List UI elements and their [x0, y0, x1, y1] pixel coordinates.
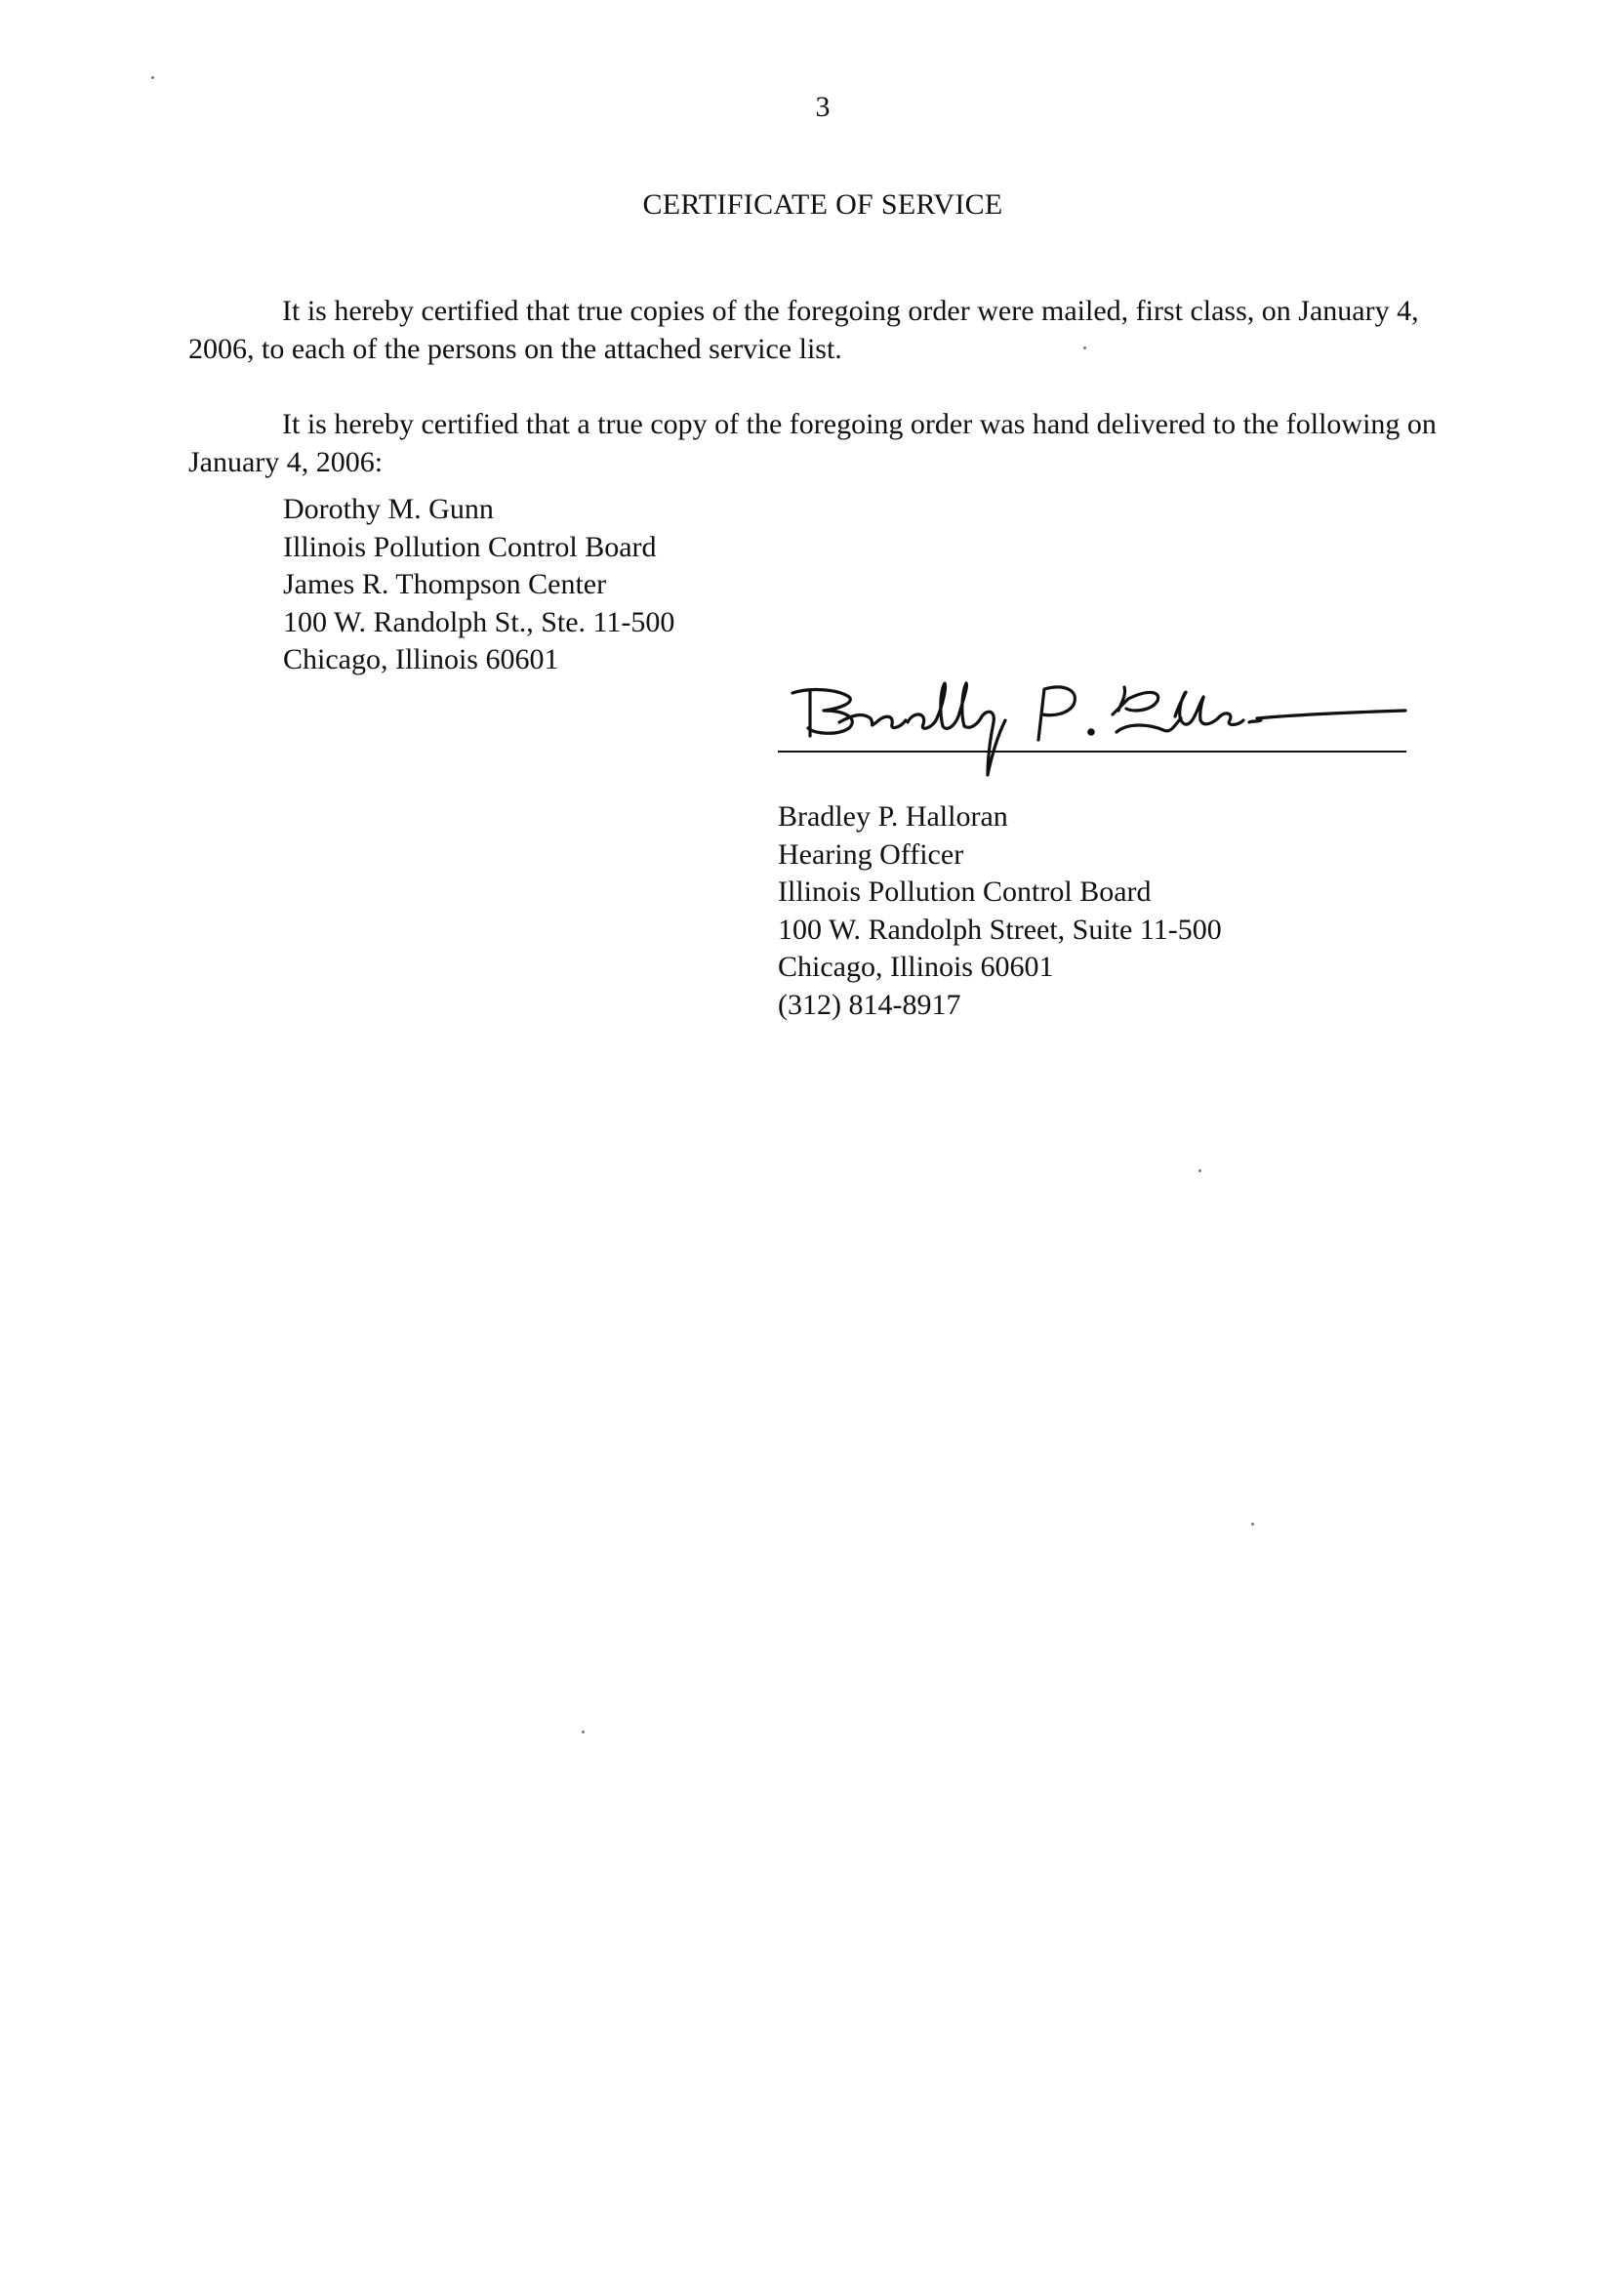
document-heading: CERTIFICATE OF SERVICE — [642, 188, 1003, 221]
signer-city: Chicago, Illinois 60601 — [778, 951, 1054, 983]
paragraph-mailed: It is hereby certified that true copies of the foregoing order were mailed, first class, on January 4, 2006, to each of the persons on the attached service list. — [188, 295, 1419, 365]
scan-speck — [582, 1731, 585, 1733]
recipient-building: James R. Thompson Center — [283, 568, 607, 600]
recipient-city: Chicago, Illinois 60601 — [283, 643, 559, 675]
signer-phone: (312) 814-8917 — [778, 988, 961, 1021]
scan-speck — [151, 76, 154, 79]
signer-organization: Illinois Pollution Control Board — [778, 876, 1152, 908]
signature-line — [778, 751, 1406, 753]
recipient-organization: Illinois Pollution Control Board — [283, 530, 657, 563]
signer-street: 100 W. Randolph Street, Suite 11-500 — [778, 913, 1222, 946]
scan-speck — [1083, 346, 1086, 349]
recipient-street: 100 W. Randolph St., Ste. 11-500 — [283, 605, 675, 638]
recipient-address-block — [283, 491, 674, 679]
paragraph-hand-delivered: It is hereby certified that a true copy of the foregoing order was hand delivered to the following on January 4, 2006: — [188, 408, 1437, 478]
signer-title: Hearing Officer — [778, 837, 964, 871]
recipient-name: Dorothy M. Gunn — [283, 493, 494, 525]
signer-address-block — [778, 798, 1222, 1024]
page-number: 3 — [815, 91, 831, 123]
scan-speck — [1251, 1523, 1254, 1526]
signer-name: Bradley P. Halloran — [778, 800, 1008, 833]
scan-speck — [1198, 1169, 1201, 1172]
handwritten-signature — [781, 672, 1415, 789]
